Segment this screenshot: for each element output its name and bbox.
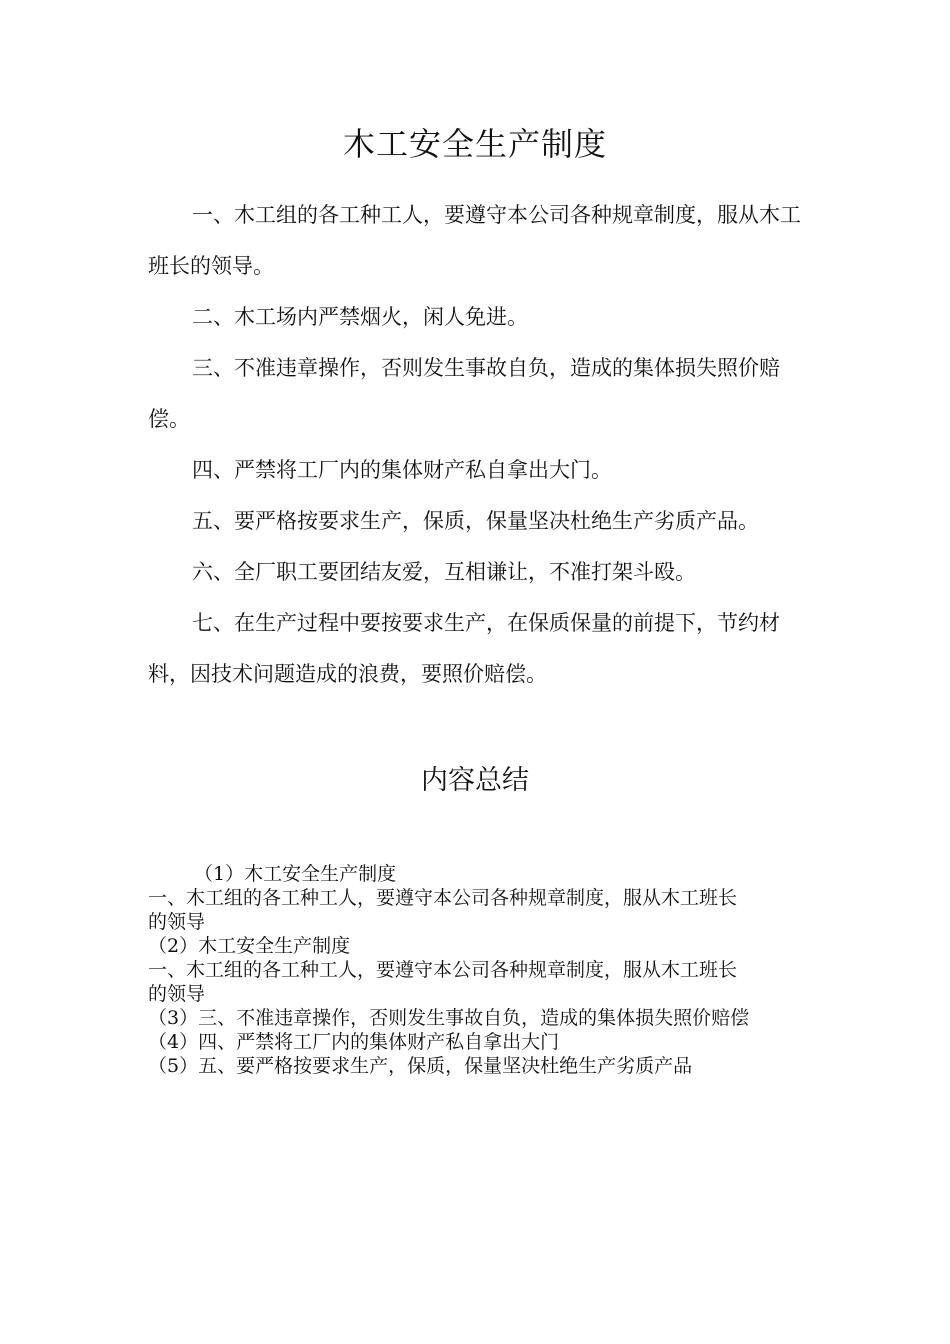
summary-line: （2）木工安全生产制度: [148, 935, 351, 957]
summary-line: 一、木工组的各工种工人，要遵守本公司各种规章制度，服从木工班长: [148, 887, 738, 909]
summary-line: （5）五、要严格按要求生产，保质，保量坚决杜绝生产劣质产品: [148, 1055, 693, 1077]
summary-title: 内容总结: [421, 765, 529, 796]
rule-paragraph-5: 五、要严格按要求生产，保质，保量坚决杜绝生产劣质产品。: [192, 509, 759, 533]
document-title: 木工安全生产制度: [342, 125, 607, 163]
rule-paragraph-1: 一、木工组的各工种工人，要遵守本公司各种规章制度，服从木工班长的领导。: [148, 203, 801, 278]
summary-line: （1）木工安全生产制度: [194, 863, 397, 885]
summary-line: （4）四、严禁将工厂内的集体财产私自拿出大门: [148, 1031, 560, 1053]
rule-paragraph-4: 四、严禁将工厂内的集体财产私自拿出大门。: [192, 458, 612, 482]
rule-paragraph-2: 二、木工场内严禁烟火，闲人免进。: [192, 305, 528, 329]
summary-section: [148, 862, 808, 1078]
summary-line: 一、木工组的各工种工人，要遵守本公司各种规章制度，服从木工班长: [148, 959, 738, 981]
rule-paragraph-6: 六、全厂职工要团结友爱，互相谦让，不准打架斗殴。: [192, 560, 696, 584]
document-body: [148, 190, 808, 700]
summary-line: （3）三、不准违章操作，否则发生事故自负，造成的集体损失照价赔偿: [148, 1007, 750, 1029]
summary-line: 的领导: [148, 911, 206, 933]
rule-paragraph-3: 三、不准违章操作，否则发生事故自负，造成的集体损失照价赔偿。: [148, 356, 780, 431]
rule-paragraph-7: 七、在生产过程中要按要求生产，在保质保量的前提下，节约材料，因技术问题造成的浪费，要照价赔偿。: [148, 611, 780, 686]
summary-line: 的领导: [148, 983, 206, 1005]
